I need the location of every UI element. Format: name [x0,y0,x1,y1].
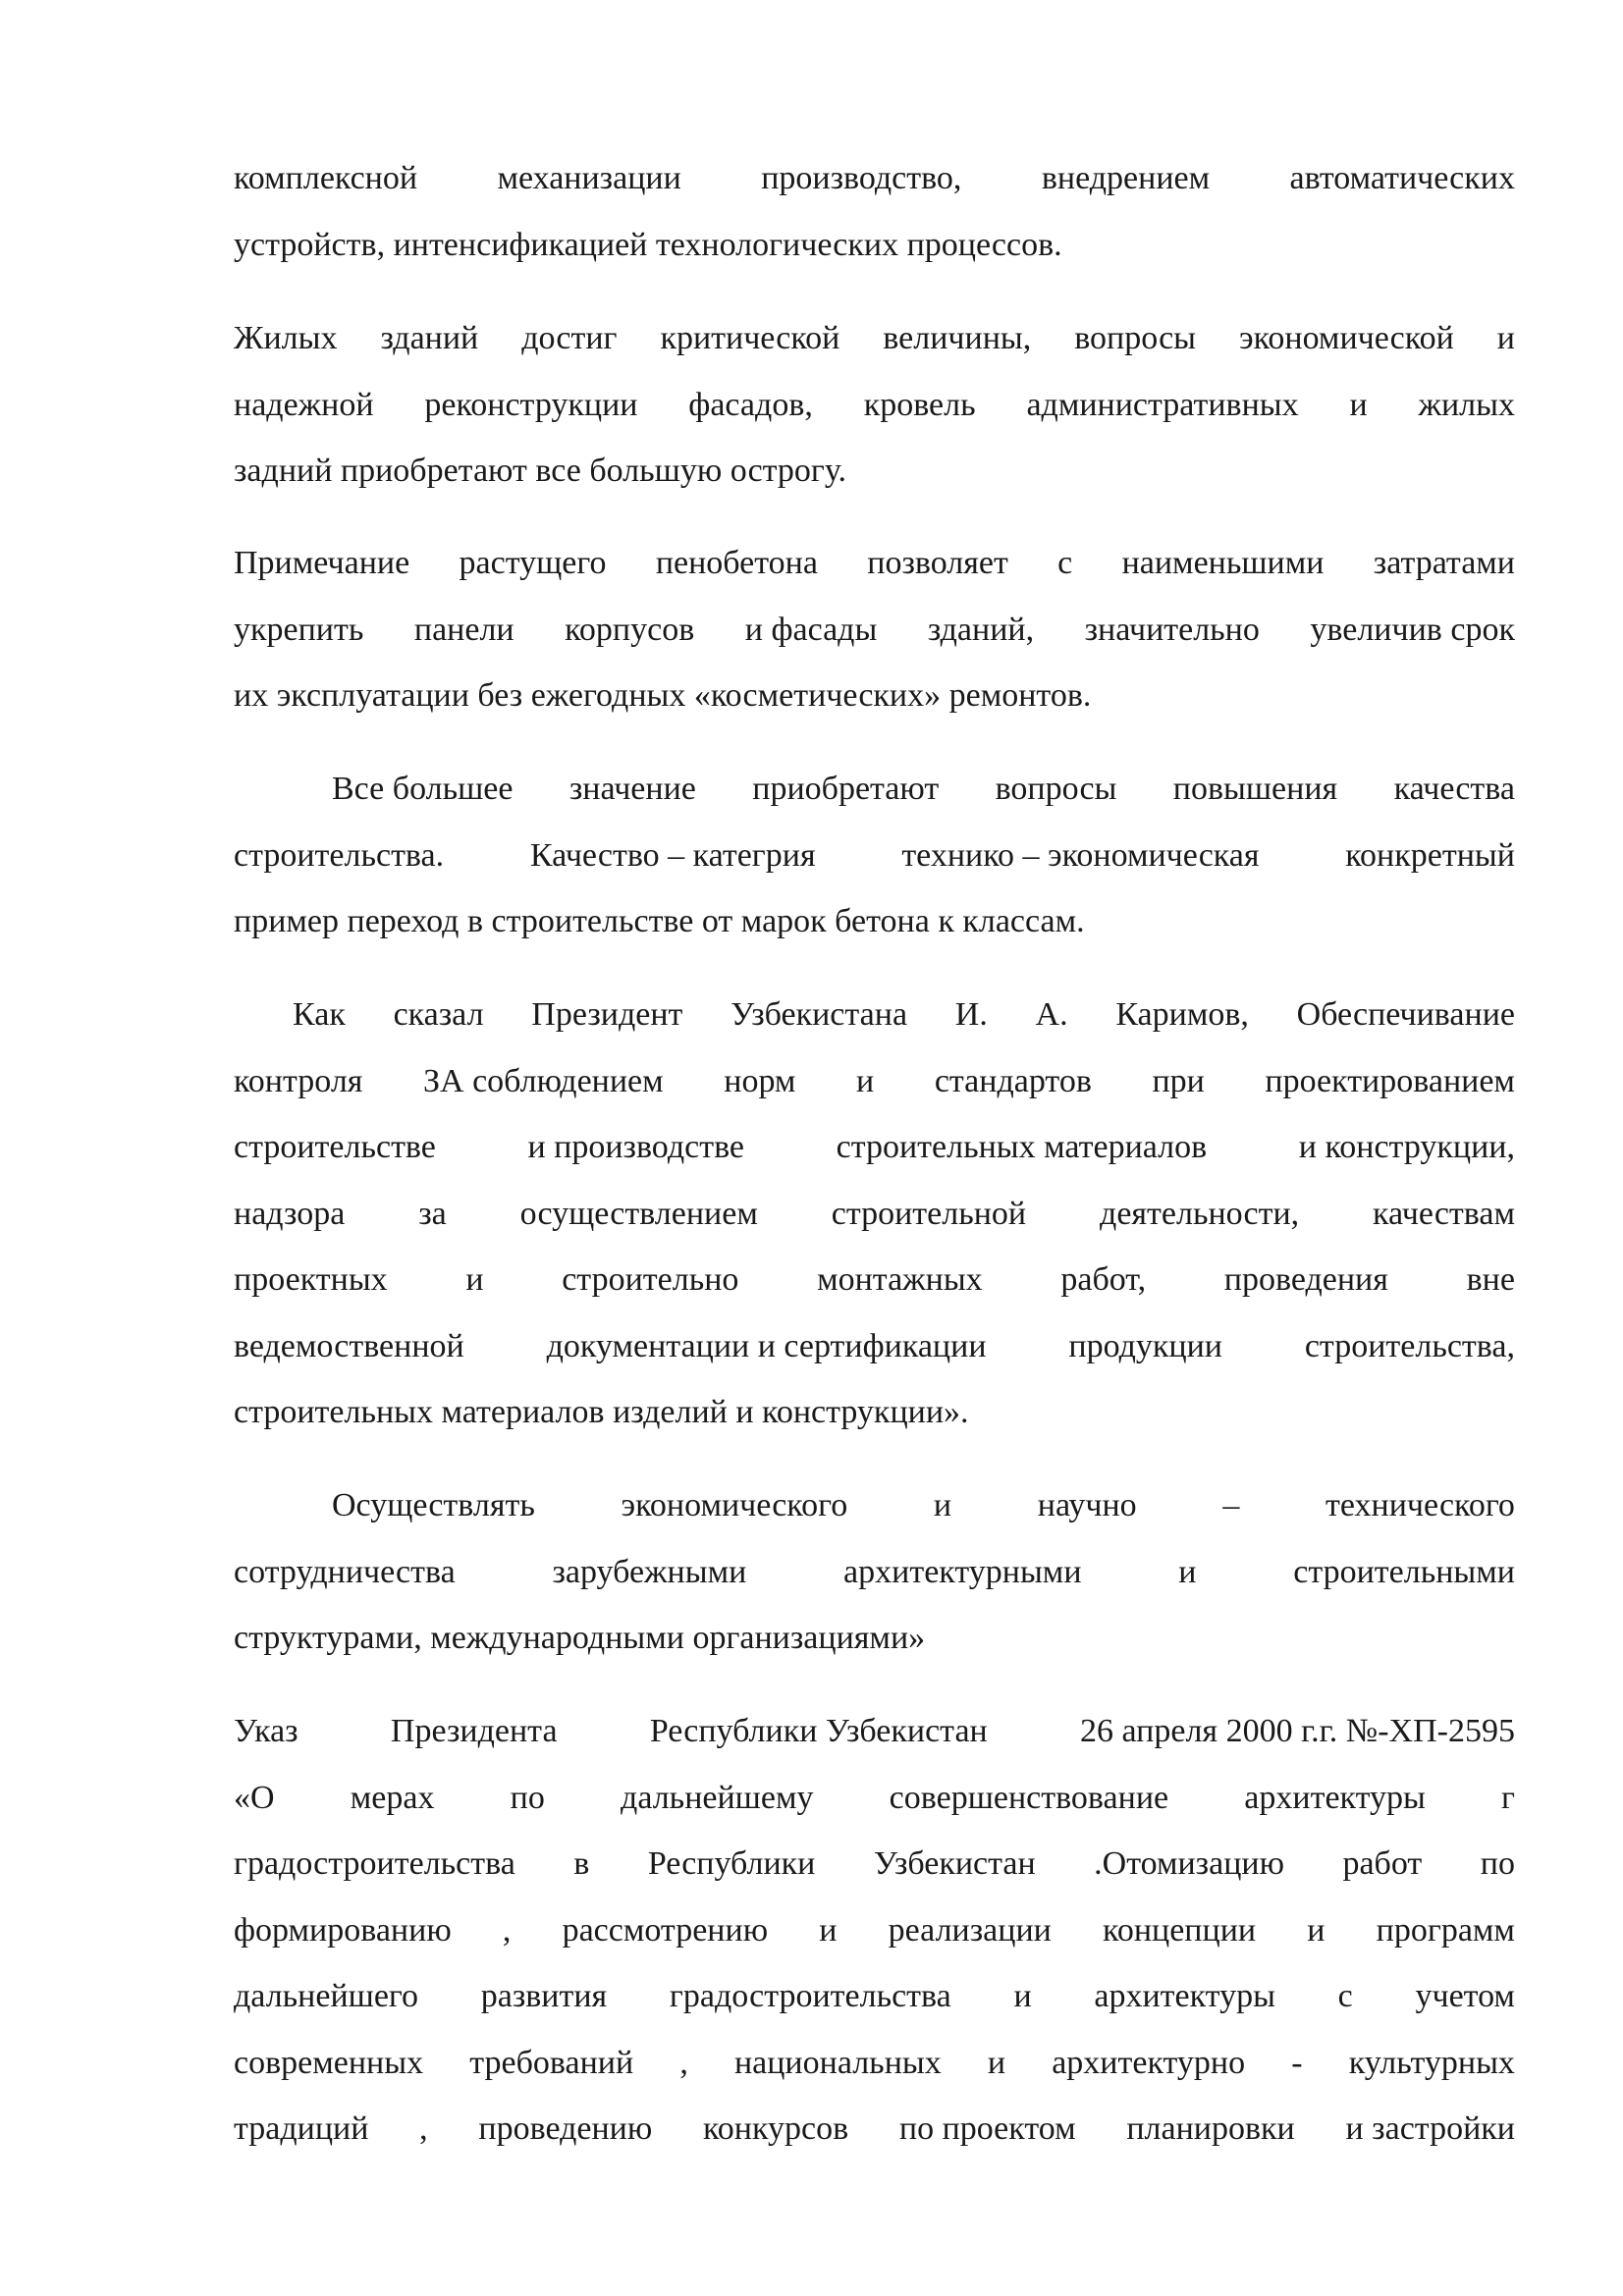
word: укрепить [234,611,364,648]
word: с [1057,545,1073,581]
word: за [418,1195,447,1232]
word: традиций [234,2110,369,2147]
text-line [234,1698,1515,1765]
word: качествам [1373,1195,1515,1232]
word: технико – экономическая [901,836,1260,874]
word: .Отомизацию [1094,1845,1284,1882]
word: - [1291,2044,1303,2081]
text-line [234,1247,1515,1313]
word: панели [413,611,514,648]
word: позволяет [867,545,1008,581]
word: экономической [1239,320,1454,356]
text-line [234,823,1515,889]
word: документации и сертификации [546,1327,987,1364]
word: надзора [234,1195,346,1232]
word: механизации [497,160,681,196]
word: зарубежными [552,1553,747,1590]
word: дальнейшему [621,1779,814,1816]
word: осуществлением [519,1195,758,1232]
text-line [234,1048,1515,1115]
text-line [234,597,1515,664]
word: производство, [761,160,962,196]
word: и фасады [744,611,878,648]
word: 26 апреля 2000 г.г. №-ХП-2595 [1080,1713,1515,1749]
word: значение [568,771,696,807]
word: проведения [1223,1261,1388,1298]
word: фасадов, [688,386,813,423]
text-line [234,530,1515,597]
word: сказал [393,996,484,1033]
word: и [856,1062,875,1099]
word: строительно [562,1261,739,1298]
word: контроля [234,1062,363,1099]
word: Примечание [234,545,410,581]
word: и застройки [1345,2110,1515,2147]
paragraph-1 [234,145,1515,278]
word: архитектуры [1094,1978,1275,2014]
word: жилых [1418,386,1515,423]
word: по проектом [898,2110,1076,2147]
word: повышения [1172,771,1338,807]
word: надежной [234,386,374,423]
word: требований [469,2044,634,2081]
word: Все большее [332,771,514,807]
word: работ, [1060,1261,1147,1298]
word: и [933,1487,952,1523]
word: Качество – категрия [529,836,816,874]
word: качества [1393,771,1515,807]
word: и конструкции, [1298,1129,1515,1165]
word: А. [1035,996,1068,1033]
text-line [234,1765,1515,1832]
word: рассмотрению [562,1911,769,1949]
word: Президент [531,996,683,1033]
word: Республики Узбекистан [649,1713,988,1749]
word: развития [480,1978,608,2014]
word: приобретают [752,771,940,807]
word: сотрудничества [234,1553,456,1590]
word: корпусов [565,611,695,648]
word: программ [1376,1911,1515,1949]
word: значительно [1084,611,1260,648]
word: дальнейшего [234,1978,419,2014]
word: реализации [888,1911,1052,1949]
word: комплексной [234,160,418,196]
word: достиг [521,320,618,356]
word: г [1501,1779,1515,1816]
paragraph-2 [234,305,1515,505]
word: проектных [234,1261,388,1298]
word: Как [293,996,346,1033]
word: растущего [459,545,607,581]
text-line: устройств, интенсификацией технологических процессов. [234,226,1062,263]
text-line [234,1539,1515,1606]
word: строительства. [234,836,445,874]
word: вне [1466,1261,1515,1298]
word: и [465,1261,484,1298]
word: конкурсов [702,2110,849,2147]
word: величины, [883,320,1032,356]
word: , [419,2110,428,2147]
word: автоматических [1289,160,1515,196]
text-line [234,1472,1515,1539]
word: Жилых [234,320,338,356]
word: и [1496,320,1515,356]
text-line [234,1313,1515,1380]
paragraph-4 [234,756,1515,955]
word: мерах [350,1779,435,1816]
word: с [1337,1978,1353,2014]
word: и [819,1911,838,1949]
word: административных [1026,386,1299,423]
word: при [1152,1062,1205,1099]
word: и [1307,1911,1325,1949]
paragraph-5 [234,982,1515,1446]
word: проектированием [1265,1062,1515,1099]
word: внедрением [1041,160,1211,196]
word: по [1480,1845,1515,1882]
word: архитектуры [1244,1779,1426,1816]
word: Узбекистан [873,1845,1036,1882]
word: работ [1342,1845,1423,1882]
word: совершенствование [889,1779,1169,1816]
text-line: пример переход в строительстве от марок бетона к классам. [234,903,1085,939]
word: «О [234,1779,275,1816]
word: Каримов, [1115,996,1249,1033]
word: строительными [1293,1553,1515,1590]
text-line [234,2096,1515,2163]
word: Республики [647,1845,816,1882]
word: – [1222,1487,1240,1523]
word: Осуществлять [332,1487,535,1523]
word: норм [724,1062,796,1099]
word: планировки [1126,2110,1295,2147]
word: национальных [733,2044,942,2081]
text-line: структурами, международными организациями» [234,1620,926,1656]
text-line [234,982,1515,1048]
word: зданий [380,320,479,356]
word: конкретный [1345,836,1515,874]
word: Указ [234,1713,298,1749]
word: Обеспечивание [1296,996,1515,1033]
word: строительстве [234,1129,436,1165]
text-line [234,1897,1515,1964]
word: наименьшими [1121,545,1325,581]
word: реконструкции [424,386,638,423]
word: технического [1325,1487,1515,1523]
word: критической [660,320,840,356]
word: деятельности, [1100,1195,1300,1232]
text-line [234,1963,1515,2030]
word: вопросы [1074,320,1197,356]
text-line [234,1831,1515,1897]
word: И. [954,996,988,1033]
word: проведению [478,2110,653,2147]
word: архитектурно [1052,2044,1246,2081]
word: монтажных [817,1261,983,1298]
paragraph-6 [234,1472,1515,1672]
word: архитектурными [843,1553,1082,1590]
word: , [502,1911,512,1949]
word: и [987,2044,1006,2081]
word: и [1013,1978,1032,2014]
word: и [1349,386,1368,423]
word: и [1178,1553,1197,1590]
text-line [234,305,1515,372]
word: научно [1037,1487,1137,1523]
word: градостроительства [669,1978,951,2014]
word: современных [234,2044,424,2081]
word: затратами [1373,545,1515,581]
word: Узбекистана [730,996,908,1033]
word: строительства, [1304,1327,1515,1364]
word: по [510,1779,545,1816]
word: градостроительства [234,1845,515,1882]
word: ведемоственной [234,1327,464,1364]
word: вопросы [995,771,1117,807]
word: и производстве [527,1129,745,1165]
word: увеличив срок [1310,611,1515,648]
word: формированию [234,1911,452,1949]
word: кровель [863,386,976,423]
text-line [234,1181,1515,1248]
word: , [679,2044,688,2081]
text-line [234,756,1515,823]
text-line [234,1114,1515,1181]
word: учетом [1415,1978,1515,2014]
text-line [234,145,1515,212]
word: ЗА соблюдением [423,1062,664,1099]
word: строительных материалов [836,1129,1208,1165]
text-line: строительных материалов изделий и конструкции». [234,1394,969,1430]
word: зданий, [927,611,1035,648]
text-line [234,372,1515,439]
word: Президента [390,1713,558,1749]
paragraph-7 [234,1698,1515,2163]
text-line: задний приобретают все большую острогу. [234,453,846,489]
text-line [234,2030,1515,2097]
text-line: их эксплуатации без ежегодных «косметических» ремонтов. [234,677,1092,714]
word: в [573,1845,590,1882]
word: концепции [1103,1911,1257,1949]
paragraph-3 [234,530,1515,729]
word: продукции [1068,1327,1222,1364]
word: экономического [621,1487,848,1523]
word: пенобетона [655,545,818,581]
word: строительной [831,1195,1027,1232]
word: стандартов [934,1062,1092,1099]
word: культурных [1348,2044,1515,2081]
